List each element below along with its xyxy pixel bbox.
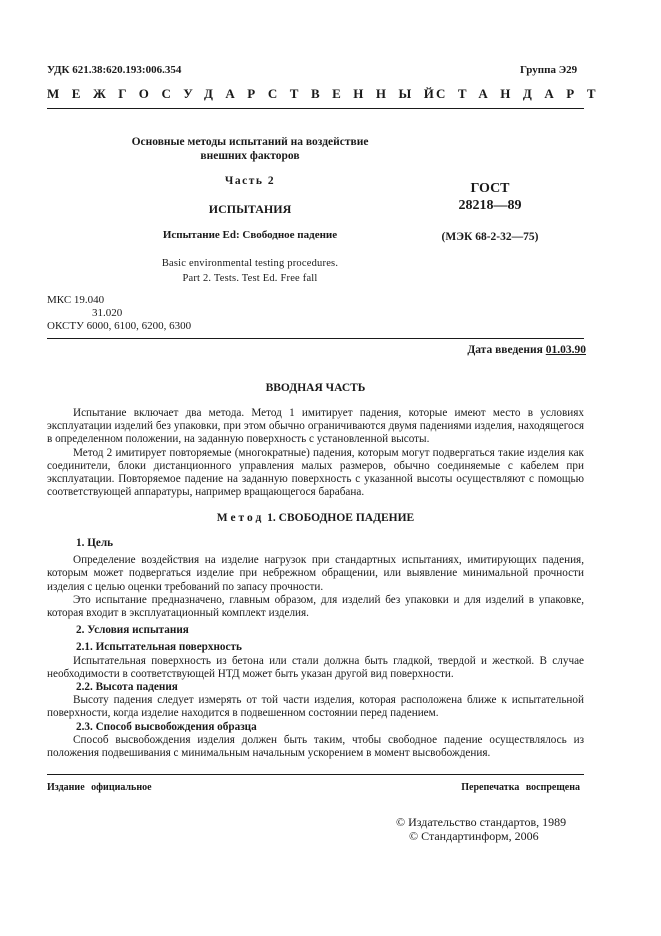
title-line-2: внешних факторов xyxy=(200,150,300,162)
section-1-paragraph-1: Определение воздействия на изделие нагрузок при стандартных испытаниях, имитирующих падения, которым может подвергаться изделие при небрежном обращении, или выявление минимальной прочности изделия с целью оценки требований по запасу прочности. xyxy=(47,554,584,593)
tests-label: ИСПЫТАНИЯ xyxy=(208,202,292,216)
section-1-heading: 1. Цель xyxy=(76,537,114,549)
intro-date-label: Дата введения xyxy=(467,344,543,356)
method-heading xyxy=(47,512,584,524)
udk-code: УДК 621.38:620.193:006.354 xyxy=(47,64,182,76)
intro-body xyxy=(47,407,584,499)
gost-number: 28218—89 xyxy=(458,198,522,213)
section-2-2-paragraph: Высоту падения следует измерять от той части изделия, которая расположена ближе к испытательной поверхности, когда изделие находится в подвешенном состоянии перед падением. xyxy=(47,694,584,720)
section-1-paragraph-2: Это испытание предназначено, главным образом, для изделий без упаковки и для изделий в упаковке, которая входит в эксплуатационный комплект изделия. xyxy=(47,593,584,620)
gost-block xyxy=(420,180,560,214)
mks-line-1: МКС 19.040 xyxy=(47,294,105,306)
english-title-line-2: Part 2. Tests. Test Ed. Free fall xyxy=(182,273,318,284)
group-code: Группа Э29 xyxy=(520,64,578,76)
section-2-1-paragraph: Испытательная поверхность из бетона или стали должна быть гладкой, твердой и жесткой. В случае необходимости в соответствующей НТД может быть указан другой вид поверхности. xyxy=(47,654,584,680)
header-rule xyxy=(47,108,584,109)
intro-paragraph-1: Испытание включает два метода. Метод 1 имитирует падения, которые имеют место в условиях эксплуатации изделий без упаковки, при этом обычно ограничиваются двумя падениями изделия, находящегося в определенном положении, на заданную поверхность с установленной высоты. xyxy=(47,407,584,446)
part-label: Часть 2 xyxy=(224,175,276,187)
gost-label: ГОСТ xyxy=(470,181,510,196)
section-2-heading: 2. Условия испытания xyxy=(76,624,189,637)
official-edition: Издание официальное xyxy=(47,782,152,793)
classification-rule xyxy=(47,338,584,339)
intro-heading: ВВОДНАЯ ЧАСТЬ xyxy=(265,382,366,394)
reprint-prohibited: Перепечатка воспрещена xyxy=(461,782,580,793)
banner-standard: СТАНДАРТ xyxy=(436,86,609,101)
copyright-block xyxy=(396,815,566,843)
banner-interstate: МЕЖГОСУДАРСТВЕННЫЙ xyxy=(47,86,447,101)
title-block xyxy=(100,135,400,163)
copyright-line-1: © Издательство стандартов, 1989 xyxy=(396,815,567,829)
sections-body xyxy=(47,537,584,760)
copyright-line-2: © Стандартинформ, 2006 xyxy=(409,829,539,843)
english-title-line-1: Basic environmental testing procedures. xyxy=(161,258,339,269)
english-title xyxy=(100,256,400,286)
section-2-1-heading: 2.1. Испытательная поверхность xyxy=(76,641,242,654)
section-2-3-heading: 2.3. Способ высвобождения образца xyxy=(76,720,257,733)
footer-rule xyxy=(47,774,584,775)
intro-date-value: 01.03.90 xyxy=(545,344,586,356)
iec-reference: (МЭК 68-2-32—75) xyxy=(441,231,539,243)
intro-date xyxy=(467,344,586,356)
section-2-3-paragraph: Способ высвобождения изделия должен быть таким, чтобы свободное падение осуществлялось из положения подвешивания с минимальным начальным ускорением в момент высвобождения. xyxy=(47,733,584,760)
intro-paragraph-2: Метод 2 имитирует повторяемые (многократные) падения, которым могут подвергаться такие изделия как соединители, блоки дистанционного управления малых размеров, обычно соединяемые с кабелем при эксплуатации. Повторяемое падение на заданную поверхность с указанной высоты осуществляют с помощью соответствующей аппаратуры, например вращающегося барабана. xyxy=(47,446,584,499)
classification xyxy=(47,294,191,333)
mks-line-2: 31.020 xyxy=(92,307,123,319)
title-line-1: Основные методы испытаний на воздействие xyxy=(131,136,369,148)
okstu-line: ОКСТУ 6000, 6100, 6200, 6300 xyxy=(47,320,192,332)
method-prefix: Метод xyxy=(216,512,265,524)
section-2-2-heading: 2.2. Высота падения xyxy=(76,681,178,694)
test-name: Испытание Ed: Свободное падение xyxy=(162,229,338,241)
method-title: 1. СВОБОДНОЕ ПАДЕНИЕ xyxy=(267,512,415,524)
